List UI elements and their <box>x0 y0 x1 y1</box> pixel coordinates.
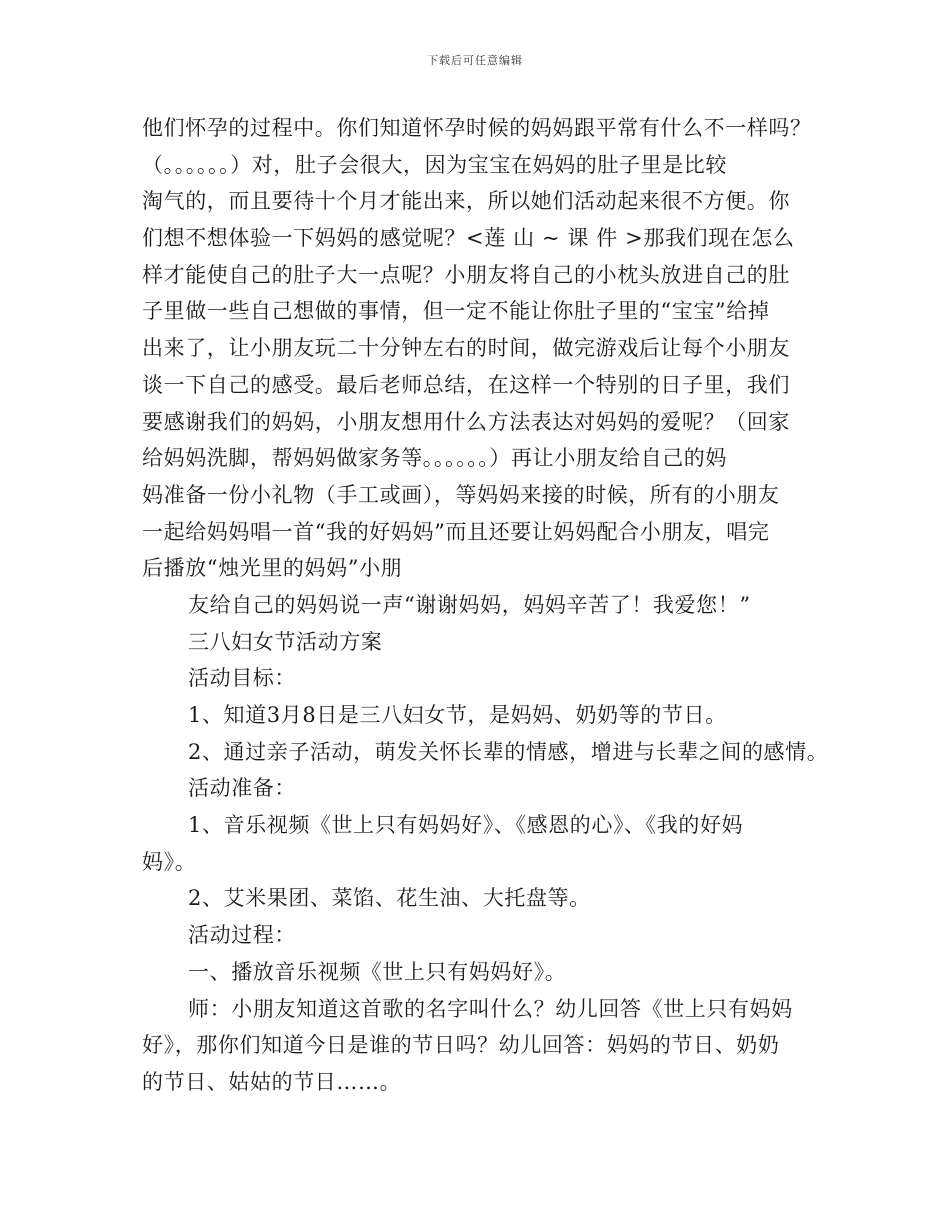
text-line: 活动过程： <box>188 923 296 948</box>
text-line: 谈一下自己的感受。最后老师总结，在这样一个特别的日子里，我们 <box>142 372 790 397</box>
text-line: 一起给妈妈唱一首“我的好妈妈”而且还要让妈妈配合小朋友，唱完 <box>142 519 770 544</box>
text-line: 要感谢我们的妈妈，小朋友想用什么方法表达对妈妈的爱呢？（回家 <box>142 409 790 434</box>
text-line: 的节日、姑姑的节日……。 <box>142 1069 402 1094</box>
text-line: 三八妇女节活动方案 <box>188 629 383 654</box>
text-line: 师：小朋友知道这首歌的名字叫什么？幼儿回答《世上只有妈妈 <box>188 996 793 1021</box>
text-line: 一、播放音乐视频《世上只有妈妈好》。 <box>188 959 567 984</box>
text-line: 妈》。 <box>142 849 197 874</box>
text-line: 给妈妈洗脚，帮妈妈做家务等。。。。。。）再让小朋友给自己的妈 <box>142 446 727 471</box>
text-line: 淘气的，而且要待十个月才能出来，所以她们活动起来很不方便。你 <box>142 189 790 214</box>
text-line: 他们怀孕的过程中。你们知道怀孕时候的妈妈跟平常有什么不一样吗？ <box>142 116 812 140</box>
text-line: 2、通过亲子活动，萌发关怀长辈的情感，增进与长辈之间的感情。 <box>188 739 829 764</box>
text-line: 活动准备： <box>188 776 296 801</box>
text-line: 出来了，让小朋友玩二十分钟左右的时间，做完游戏后让每个小朋友 <box>142 336 790 361</box>
text-line: 妈准备一份小礼物（手工或画），等妈妈来接的时候，所有的小朋友 <box>142 482 780 507</box>
text-line: 活动目标： <box>188 666 296 691</box>
text-line: 后播放“烛光里的妈妈”小朋 <box>142 556 403 581</box>
text-line: 好》，那你们知道今日是谁的节日吗？幼儿回答：妈妈的节日、奶奶 <box>142 1033 780 1058</box>
text-line: 1、知道3月8日是三八妇女节，是妈妈、奶奶等的节日。 <box>188 703 727 727</box>
text-line: 们想不想体验一下妈妈的感觉呢？<莲 山 ~ 课 件 >那我们现在怎么 <box>142 226 795 251</box>
document-body <box>142 110 842 1101</box>
text-line: （。。。。。。）对，肚子会很大，因为宝宝在妈妈的肚子里是比较 <box>142 152 727 177</box>
page-header: 下载后可任意编辑 <box>427 54 523 67</box>
text-line: 样才能使自己的肚子大一点呢？小朋友将自己的小枕头放进自己的肚 <box>142 262 790 287</box>
text-line: 子里做一些自己想做的事情，但一定不能让你肚子里的“宝宝”给掉 <box>142 299 770 324</box>
text-line: 1、音乐视频《世上只有妈妈好》、《感恩的心》、《我的好妈 <box>188 813 744 838</box>
text-line: 2、艾米果团、菜馅、花生油、大托盘等。 <box>188 886 591 911</box>
text-line: 友给自己的妈妈说一声“谢谢妈妈，妈妈辛苦了！我爱您！” <box>188 592 751 617</box>
